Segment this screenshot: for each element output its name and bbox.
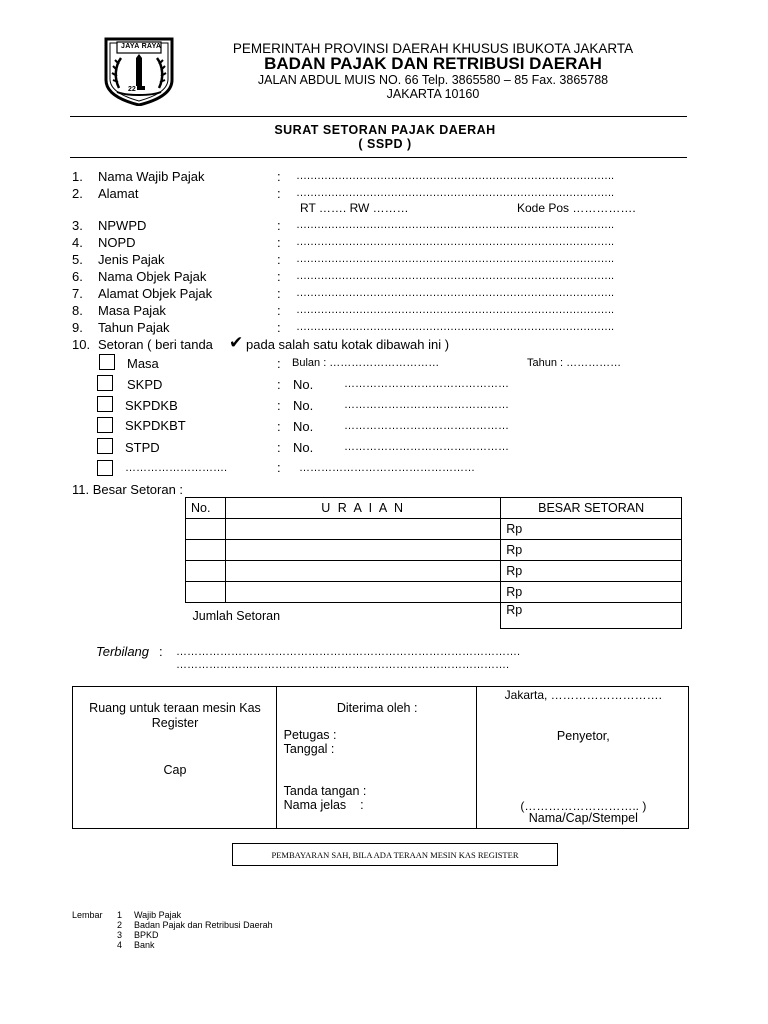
field-number: 3. [72, 218, 83, 233]
cap-label: Cap [163, 763, 187, 777]
besar-setoran-label: 11. Besar Setoran : [72, 482, 184, 497]
agency-name: BADAN PAJAK DAN RETRIBUSI DAERAH [264, 54, 602, 73]
field-stpd-number[interactable]: ……………………………………… [344, 441, 509, 453]
field-label: Masa Pajak [98, 303, 166, 318]
lembar-item-number: 4 [117, 940, 123, 950]
cash-register-label: Ruang untuk teraan mesin Kas Register [89, 701, 261, 730]
payment-validity-note: PEMBAYARAN SAH, BILA ADA TERAAN MESIN KAS REGISTER [232, 843, 558, 866]
checkbox-other[interactable] [97, 460, 113, 476]
option-label-skpdkbt: SKPDKBT [125, 418, 186, 433]
jakarta-date-field[interactable]: Jakarta, ………………………. [504, 688, 662, 702]
field-number: 10. [72, 337, 91, 352]
field-fill-dots[interactable]: ………………………………………………………………………………. [296, 321, 614, 333]
field-other-label[interactable]: ………………………. [125, 462, 228, 474]
field-label: Nama Wajib Pajak [98, 169, 205, 184]
option-colon: : [277, 460, 281, 475]
option-colon: : [277, 419, 281, 434]
signature-field[interactable]: (……………………….. ) [520, 799, 647, 813]
field-label: Alamat Objek Pajak [98, 286, 213, 301]
field-number: 9. [72, 320, 83, 335]
field-skpdkb-number[interactable]: ……………………………………… [344, 399, 509, 411]
option-no-label: No. [293, 419, 314, 434]
received-by-cell [276, 687, 477, 829]
lembar-label: Lembar [72, 910, 103, 920]
checkbox-skpd[interactable] [97, 375, 113, 391]
lembar-item-number: 2 [117, 920, 123, 930]
table-total-row [186, 603, 682, 629]
option-no-label: No. [293, 440, 314, 455]
terbilang-line-2[interactable]: ………………………………………………………………………………. [176, 659, 510, 671]
table-row [186, 519, 682, 540]
cell-uraian[interactable] [225, 519, 500, 540]
cell-amount[interactable]: Rp [501, 582, 682, 603]
form-title: SURAT SETORAN PAJAK DAERAH [274, 123, 496, 137]
cell-no[interactable] [186, 582, 226, 603]
besar-setoran-table [185, 497, 682, 629]
field-fill-dots[interactable]: ………………………………………………………………………………. [296, 170, 614, 182]
option-label-stpd: STPD [125, 440, 160, 455]
option-colon: : [277, 398, 281, 413]
field-number: 8. [72, 303, 83, 318]
terbilang-label: Terbilang [96, 644, 150, 659]
field-fill-dots[interactable]: ………………………………………………………………………………. [296, 187, 614, 199]
title-divider [70, 157, 687, 158]
header-uraian: U R A I A N [225, 498, 500, 519]
field-number: 4. [72, 235, 83, 250]
diterima-oleh-label: Diterima oleh : [336, 701, 418, 715]
field-label: Alamat [98, 186, 139, 201]
field-colon: : [277, 320, 281, 335]
agency-city: JAKARTA 10160 [386, 87, 480, 101]
field-fill-dots[interactable]: ………………………………………………………………………………. [296, 253, 614, 265]
checkbox-masa[interactable] [99, 354, 115, 370]
lembar-item-number: 1 [117, 910, 123, 920]
field-colon: : [277, 169, 281, 184]
tanda-tangan-label: Tanda tangan : [283, 784, 367, 798]
jumlah-setoran-label: Jumlah Setoran [192, 608, 281, 623]
option-colon: : [277, 377, 281, 392]
logo-number: 22 [128, 86, 136, 93]
option-no-label: No. [293, 398, 314, 413]
field-rt-rw[interactable]: RT ……. RW ……… [300, 201, 409, 215]
total-amount[interactable]: Rp [501, 603, 682, 629]
field-fill-dots[interactable]: ………………………………………………………………………………. [296, 270, 614, 282]
terbilang-colon: : [159, 644, 163, 659]
option-label-skpdkb: SKPDKB [125, 398, 178, 413]
option-colon: : [277, 356, 281, 371]
cell-no[interactable] [186, 519, 226, 540]
table-header-row [186, 498, 682, 519]
cell-no[interactable] [186, 540, 226, 561]
field-other-value[interactable]: ………………………………………… [299, 462, 475, 474]
penyetor-label: Penyetor, [556, 729, 610, 743]
nama-cap-stempel-label: Nama/Cap/Stempel [528, 811, 638, 825]
field-label: Tahun Pajak [98, 320, 170, 335]
field-fill-dots[interactable]: ………………………………………………………………………………. [296, 304, 614, 316]
form-subtitle: ( SSPD ) [358, 137, 412, 151]
lembar-item-text: BPKD [134, 930, 159, 940]
field-kode-pos[interactable]: Kode Pos ……………. [517, 201, 636, 215]
field-fill-dots[interactable]: ………………………………………………………………………………. [296, 236, 614, 248]
option-label-masa: Masa [127, 356, 159, 371]
check-mark-icon: ✔ [229, 333, 244, 352]
field-number: 2. [72, 186, 83, 201]
depositor-cell [477, 687, 689, 829]
header-besar-setoran: BESAR SETORAN [501, 498, 682, 519]
header-divider [70, 116, 687, 117]
field-number: 5. [72, 252, 83, 267]
agency-address: JALAN ABDUL MUIS NO. 66 Telp. 3865580 – 85 Fax. 3865788 [257, 73, 609, 87]
field-label: NPWPD [98, 218, 147, 233]
field-skpdkbt-number[interactable]: ……………………………………… [344, 420, 509, 432]
setoran-instruction-end: pada salah satu kotak dibawah ini ) [246, 337, 450, 352]
cell-uraian[interactable] [225, 582, 500, 603]
cell-amount[interactable]: Rp [501, 540, 682, 561]
checkbox-stpd[interactable] [97, 438, 113, 454]
option-no-label: No. [293, 377, 314, 392]
field-colon: : [277, 218, 281, 233]
cell-no[interactable] [186, 561, 226, 582]
field-colon: : [277, 269, 281, 284]
lembar-item-number: 3 [117, 930, 123, 940]
cash-register-cell [73, 687, 277, 829]
header-no: No. [186, 498, 226, 519]
setoran-instruction: Setoran ( beri tanda [98, 337, 213, 352]
field-number: 7. [72, 286, 83, 301]
lembar-item-text: Badan Pajak dan Retribusi Daerah [134, 920, 273, 930]
table-row [186, 561, 682, 582]
checkbox-skpdkbt[interactable] [97, 417, 113, 433]
field-colon: : [277, 186, 281, 201]
cell-uraian[interactable] [225, 540, 500, 561]
table-row [186, 540, 682, 561]
logo-motto: JAYA RAYA [121, 43, 162, 50]
receipt-table [72, 686, 689, 829]
table-row [186, 582, 682, 603]
field-label: Nama Objek Pajak [98, 269, 207, 284]
field-colon: : [277, 286, 281, 301]
jakarta-coat-of-arms-logo [103, 36, 175, 106]
field-number: 1. [72, 169, 83, 184]
government-name: PEMERINTAH PROVINSI DAERAH KHUSUS IBUKOTA JAKARTA [232, 41, 634, 56]
cell-uraian[interactable] [225, 561, 500, 582]
lembar-item-text: Wajib Pajak [134, 910, 182, 920]
field-colon: : [277, 252, 281, 267]
nama-jelas-label: Nama jelas : [283, 798, 364, 812]
option-colon: : [277, 440, 281, 455]
petugas-label: Petugas : [283, 728, 337, 742]
field-fill-dots[interactable]: ………………………………………………………………………………. [296, 219, 614, 231]
tanggal-label: Tanggal : [283, 742, 335, 756]
field-label: Jenis Pajak [98, 252, 165, 267]
field-colon: : [277, 235, 281, 250]
option-label-skpd: SKPD [127, 377, 163, 392]
field-colon: : [277, 303, 281, 318]
total-label [186, 603, 501, 629]
cell-amount[interactable]: Rp [501, 561, 682, 582]
field-number: 6. [72, 269, 83, 284]
field-skpd-number[interactable]: ……………………………………… [344, 378, 509, 390]
terbilang-line-1[interactable]: …………………………………………………………………………………. [176, 646, 521, 658]
field-bulan[interactable]: Bulan : ………………………… [292, 357, 440, 369]
cell-amount[interactable]: Rp [501, 519, 682, 540]
field-fill-dots[interactable]: ………………………………………………………………………………. [296, 287, 614, 299]
field-tahun[interactable]: Tahun : …………… [527, 357, 622, 369]
field-label: NOPD [98, 235, 136, 250]
lembar-item-text: Bank [134, 940, 155, 950]
checkbox-skpdkb[interactable] [97, 396, 113, 412]
